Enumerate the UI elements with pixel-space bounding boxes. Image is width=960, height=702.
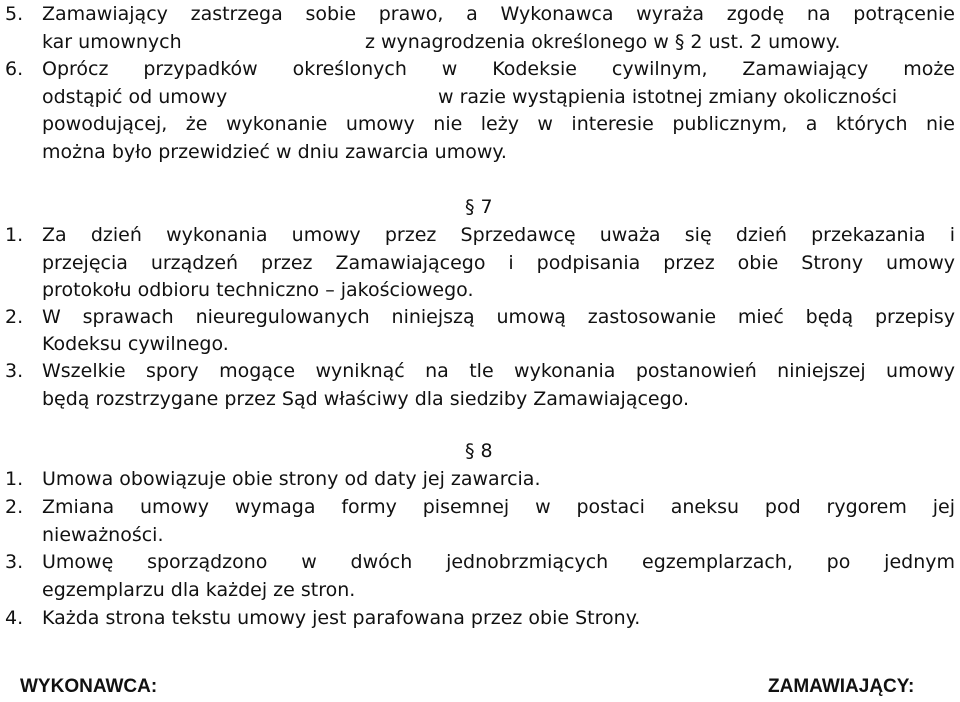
clause-text-line: powodującej, że wykonanie umowy nie leży w interesie publicznym, a których nie — [42, 113, 955, 135]
clause-text-line: Wszelkie spory mogące wyniknąć na tle wykonania postanowień niniejszej umowy — [42, 360, 955, 382]
item-number: 2. — [5, 496, 24, 518]
clause-text-line: z wynagrodzenia określonego w § 2 ust. 2 umowy. — [365, 31, 841, 53]
section-heading: § 8 — [465, 440, 493, 462]
item-number: 1. — [5, 224, 24, 246]
clause-text-line: będą rozstrzygane przez Sąd właściwy dla siedziby Zamawiającego. — [42, 388, 689, 410]
clause-text-line: Umowę sporządzono w dwóch jednobrzmiących egzemplarzach, po jednym — [42, 551, 955, 573]
clause-text-line: W sprawach nieuregulowanych niniejszą umową zastosowanie mieć będą przepisy — [42, 306, 955, 328]
clause-text-line: przejęcia urządzeń przez Zamawiającego i podpisania przez obie Strony umowy — [42, 252, 955, 274]
item-number: 3. — [5, 360, 24, 382]
item-number: 1. — [5, 468, 24, 490]
clause-text-line: Zmiana umowy wymaga formy pisemnej w postaci aneksu pod rygorem jej — [42, 496, 955, 518]
item-number: 4. — [5, 607, 24, 629]
item-number: 6. — [5, 58, 24, 80]
clause-text-line: Każda strona tekstu umowy jest parafowana przez obie Strony. — [42, 607, 641, 629]
clause-text-line: można było przewidzieć w dniu zawarcia umowy. — [42, 141, 507, 163]
clause-text-line: w razie wystąpienia istotnej zmiany okoliczności — [438, 86, 898, 108]
clause-text-line: kar umownych — [42, 31, 182, 53]
clause-text-line: nieważności. — [42, 524, 164, 546]
clause-text-line: Kodeksu cywilnego. — [42, 333, 229, 355]
clause-text-line: odstąpić od umowy — [42, 86, 228, 108]
clause-text-line: egzemplarzu dla każdej ze stron. — [42, 579, 356, 601]
section-heading: § 7 — [465, 196, 493, 218]
clause-text-line: Umowa obowiązuje obie strony od daty jej zawarcia. — [42, 468, 541, 490]
clause-text-line: Zamawiający zastrzega sobie prawo, a Wykonawca wyraża zgodę na potrącenie — [42, 3, 955, 25]
item-number: 3. — [5, 551, 24, 573]
clause-text-line: protokołu odbioru techniczno – jakościowego. — [42, 279, 474, 301]
item-number: 5. — [5, 3, 24, 25]
item-number: 2. — [5, 306, 24, 328]
clause-text-line: Oprócz przypadków określonych w Kodeksie cywilnym, Zamawiający może — [42, 58, 955, 80]
contractor-signature-label: WYKONAWCA: — [20, 676, 158, 697]
ordering-party-signature-label: ZAMAWIAJĄCY: — [768, 676, 915, 697]
clause-text-line: Za dzień wykonania umowy przez Sprzedawcę uważa się dzień przekazania i — [42, 224, 955, 246]
